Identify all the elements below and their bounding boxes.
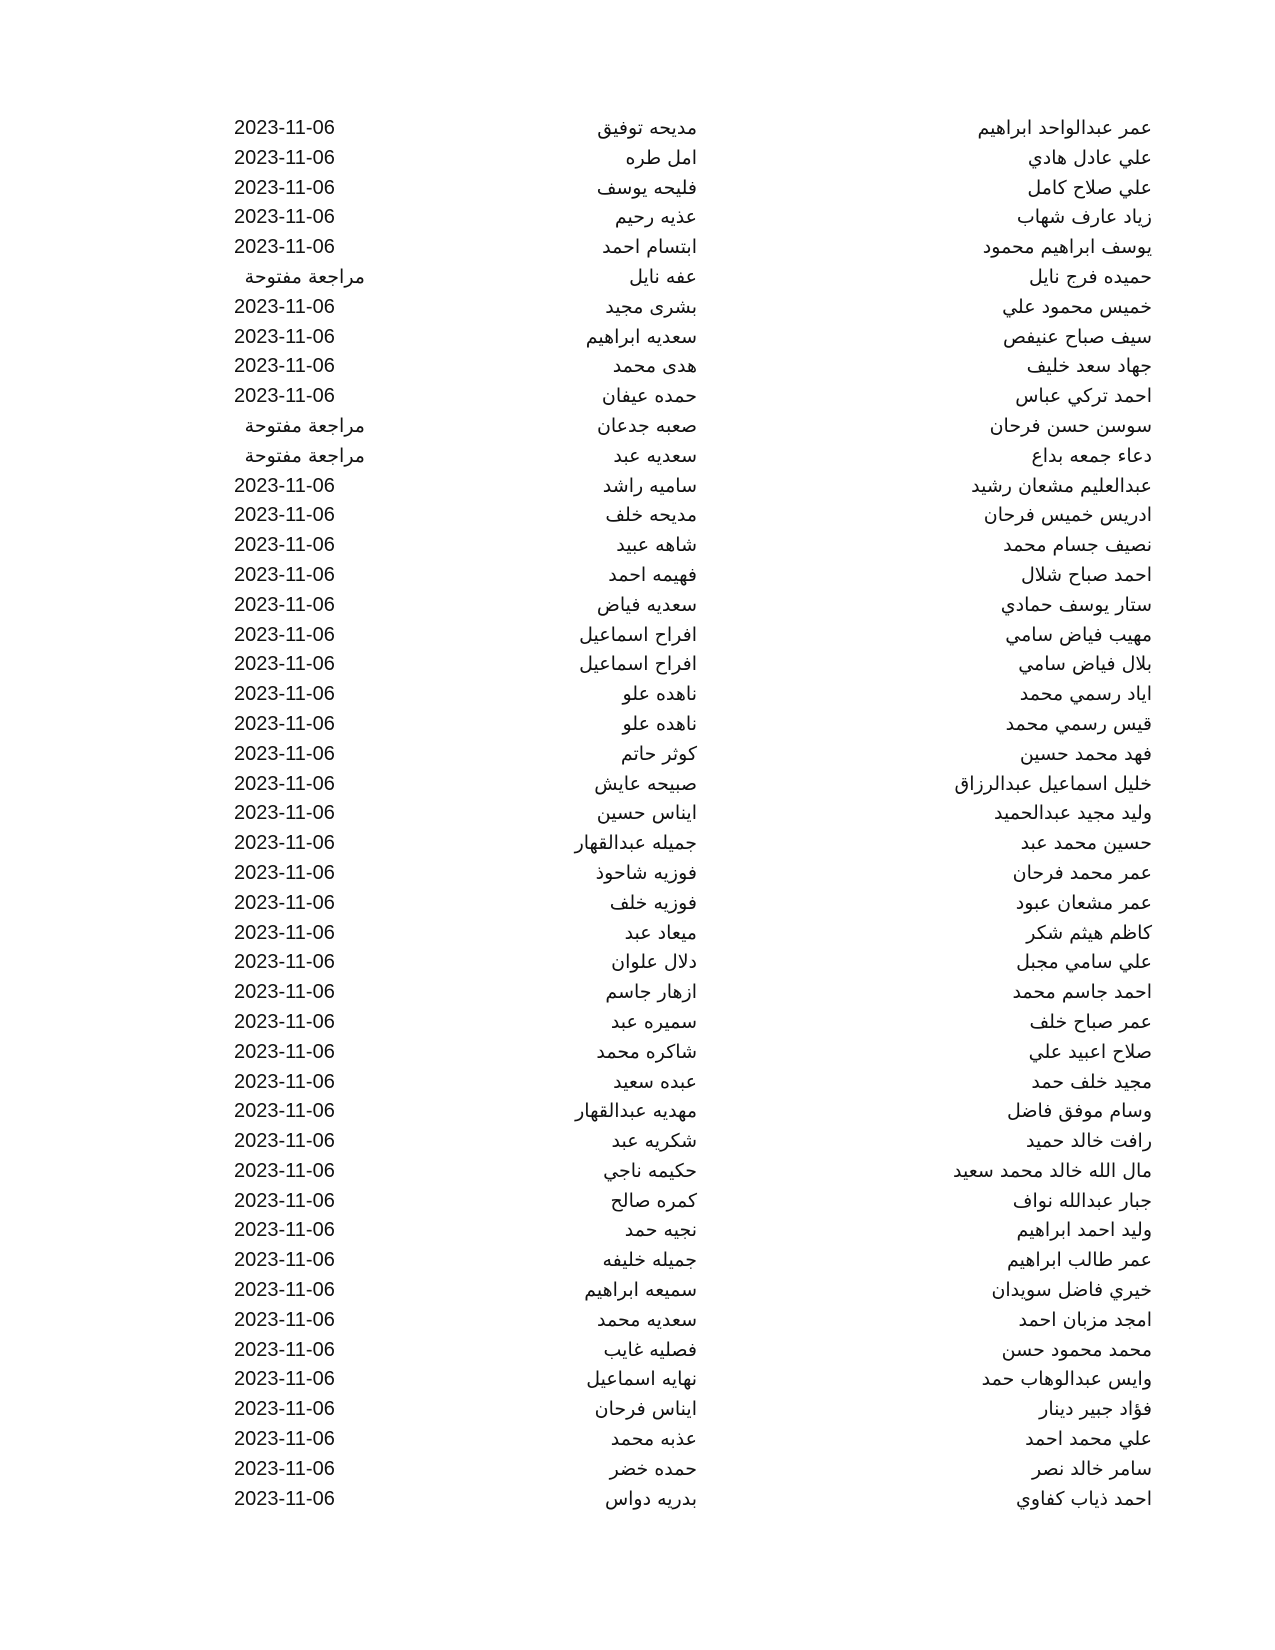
review-date: 2023-11-06 [234,146,335,169]
table-row [0,1068,1275,1098]
table-row [0,1336,1275,1366]
records-table [0,114,1275,1514]
table-row [0,382,1275,412]
review-date: 2023-11-06 [234,1338,335,1361]
mother-name: عفه نايل [629,265,697,288]
review-date: 2023-11-06 [234,1308,335,1331]
table-row [0,472,1275,502]
review-date: 2023-11-06 [234,563,335,586]
mother-name: سميعه ابراهيم [584,1279,697,1302]
table-row [0,203,1275,233]
person-name: رافت خالد حميد [1025,1130,1152,1153]
mother-name: فهيمه احمد [608,563,697,586]
person-name: وسام موفق فاضل [1006,1100,1152,1123]
mother-name: بشرى مجيد [605,295,697,318]
mother-name: فصليه غايب [603,1338,697,1361]
mother-name: عبده سعيد [613,1070,697,1093]
person-name: علي محمد احمد [1025,1428,1152,1451]
table-row [0,1097,1275,1127]
person-name: علي سامي مجبل [1016,951,1152,974]
mother-name: مديحه خلف [605,504,697,527]
person-name: علي عادل هادي [1027,146,1152,169]
person-name: جبار عبدالله نواف [1012,1189,1152,1212]
table-row [0,561,1275,591]
person-name: حميده فرج نايل [1028,265,1152,288]
mother-name: حمده خضر [609,1457,697,1480]
table-row [0,442,1275,472]
mother-name: سعديه محمد [597,1308,697,1331]
mother-name: صعبه جدعان [596,414,697,437]
mother-name: افراح اسماعيل [579,623,697,646]
review-date: 2023-11-06 [234,176,335,199]
mother-name: ابتسام احمد [602,236,697,259]
review-date: 2023-11-06 [234,1130,335,1153]
person-name: مال الله خالد محمد سعيد [953,1159,1152,1182]
review-date: 2023-11-06 [234,206,335,229]
mother-name: ميعاد عبد [624,921,697,944]
review-date: 2023-11-06 [234,802,335,825]
table-row [0,144,1275,174]
review-date: 2023-11-06 [234,1010,335,1033]
mother-name: مهديه عبدالقهار [575,1100,697,1123]
table-row [0,1246,1275,1276]
mother-name: ايناس حسين [596,802,697,825]
table-row [0,501,1275,531]
person-name: عمر مشعان عبود [1015,891,1152,914]
mother-name: ساميه راشد [602,474,697,497]
review-date: 2023-11-06 [234,1100,335,1123]
table-row [0,233,1275,263]
review-date: 2023-11-06 [234,1457,335,1480]
table-row [0,1485,1275,1515]
person-name: زياد عارف شهاب [1016,206,1152,229]
table-row [0,114,1275,144]
person-name: عمر طالب ابراهيم [1007,1249,1152,1272]
person-name: وايس عبدالوهاب حمد [981,1368,1152,1391]
table-row [0,412,1275,442]
review-date: 2023-11-06 [234,236,335,259]
mother-name: شاكره محمد [596,1040,697,1063]
review-date: 2023-11-06 [234,1428,335,1451]
person-name: جهاد سعد خليف [1026,355,1152,378]
review-date: 2023-11-06 [234,861,335,884]
person-name: عبدالعليم مشعان رشيد [971,474,1152,497]
person-name: ادريس خميس فرحان [983,504,1152,527]
review-date: 2023-11-06 [234,1487,335,1510]
mother-name: جميله خليفه [602,1249,697,1272]
table-row [0,323,1275,353]
person-name: عمر محمد فرحان [1012,861,1152,884]
mother-name: فوزيه شاحوذ [595,861,697,884]
table-row [0,1187,1275,1217]
mother-name: عذبه محمد [610,1428,697,1451]
person-name: حسين محمد عبد [1020,832,1152,855]
person-name: فهد محمد حسين [1019,742,1152,765]
table-row [0,1455,1275,1485]
person-name: احمد جاسم محمد [1012,981,1152,1004]
table-row [0,829,1275,859]
table-row [0,1395,1275,1425]
mother-name: ناهده علو [622,683,697,706]
review-date: 2023-11-06 [234,355,335,378]
review-date: 2023-11-06 [234,772,335,795]
review-date: 2023-11-06 [234,981,335,1004]
person-name: علي صلاح كامل [1027,176,1152,199]
mother-name: ناهده علو [622,712,697,735]
mother-name: دلال علوان [611,951,697,974]
person-name: يوسف ابراهيم محمود [982,236,1152,259]
table-row [0,650,1275,680]
person-name: سامر خالد نصر [1032,1457,1152,1480]
review-date: 2023-11-06 [234,742,335,765]
person-name: وليد احمد ابراهيم [1016,1219,1152,1242]
table-row [0,770,1275,800]
review-date: 2023-11-06 [234,1189,335,1212]
review-date: 2023-11-06 [234,593,335,616]
review-date: 2023-11-06 [234,712,335,735]
table-row [0,919,1275,949]
person-name: احمد صباح شلال [1020,563,1152,586]
mother-name: سعديه فياض [596,593,697,616]
table-row [0,710,1275,740]
table-row [0,1157,1275,1187]
table-row [0,1008,1275,1038]
mother-name: نجيه حمد [624,1219,697,1242]
review-date: 2023-11-06 [234,832,335,855]
person-name: خليل اسماعيل عبدالرزاق [954,772,1152,795]
mother-name: شاهه عبيد [616,534,697,557]
review-date: 2023-11-06 [234,1219,335,1242]
table-row [0,799,1275,829]
mother-name: شكريه عبد [611,1130,697,1153]
person-name: احمد تركي عباس [1015,385,1152,408]
person-name: مهيب فياض سامي [1005,623,1152,646]
table-row [0,531,1275,561]
person-name: عمر صباح خلف [1029,1010,1152,1033]
person-name: كاظم هيثم شكر [1026,921,1152,944]
mother-name: مديحه توفيق [597,117,697,139]
table-row [0,621,1275,651]
review-date: 2023-11-06 [234,117,335,139]
table-row [0,352,1275,382]
review-date: 2023-11-06 [234,653,335,676]
mother-name: حكيمه ناجي [603,1159,697,1182]
table-row [0,978,1275,1008]
table-row [0,1365,1275,1395]
review-date: 2023-11-06 [234,385,335,408]
table-row [0,1276,1275,1306]
table-row [0,680,1275,710]
mother-name: فليحه يوسف [596,176,697,199]
table-row [0,591,1275,621]
table-row [0,1038,1275,1068]
mother-name: صبيحه عايش [594,772,697,795]
person-name: خيري فاضل سويدان [991,1279,1152,1302]
mother-name: كوثر حاتم [620,742,697,765]
review-date: 2023-11-06 [234,891,335,914]
review-date: 2023-11-06 [234,623,335,646]
review-date: 2023-11-06 [234,1159,335,1182]
mother-name: سعديه عبد [613,444,697,467]
mother-name: سميره عبد [610,1010,697,1033]
mother-name: فوزيه خلف [609,891,697,914]
person-name: سوسن حسن فرحان [989,414,1152,437]
person-name: ستار يوسف حمادي [1000,593,1152,616]
person-name: احمد ذياب كفاوي [1016,1487,1152,1510]
table-row [0,740,1275,770]
review-date: 2023-11-06 [234,1249,335,1272]
table-row [0,263,1275,293]
mother-name: افراح اسماعيل [579,653,697,676]
mother-name: امل طره [625,146,697,169]
table-row [0,1306,1275,1336]
person-name: وليد مجيد عبدالحميد [994,802,1152,825]
table-row [0,293,1275,323]
table-row [0,948,1275,978]
person-name: مجيد خلف حمد [1031,1070,1152,1093]
review-date: 2023-11-06 [234,1279,335,1302]
review-date: 2023-11-06 [234,534,335,557]
table-row [0,889,1275,919]
review-date: 2023-11-06 [234,951,335,974]
open-review-label: مراجعة مفتوحة [244,414,365,437]
mother-name: ايناس فرحان [594,1398,697,1421]
person-name: قيس رسمي محمد [1005,712,1152,735]
person-name: نصيف جسام محمد [1003,534,1152,557]
person-name: امجد مزبان احمد [1018,1308,1152,1331]
mother-name: كمره صالح [610,1189,697,1212]
mother-name: نهايه اسماعيل [586,1368,697,1391]
person-name: اياد رسمي محمد [1019,683,1152,706]
review-date: 2023-11-06 [234,325,335,348]
table-row [0,859,1275,889]
review-date: 2023-11-06 [234,1368,335,1391]
mother-name: سعديه ابراهيم [585,325,697,348]
person-name: سيف صباح عنيفص [1002,325,1152,348]
mother-name: حمده عيفان [601,385,697,408]
person-name: صلاح اعبيد علي [1028,1040,1152,1063]
review-date: 2023-11-06 [234,295,335,318]
mother-name: جميله عبدالقهار [574,832,697,855]
person-name: فؤاد جبير دينار [1039,1398,1152,1421]
mother-name: هدى محمد [612,355,697,378]
review-date: 2023-11-06 [234,1070,335,1093]
review-date: 2023-11-06 [234,1398,335,1421]
person-name: عمر عبدالواحد ابراهيم [977,117,1152,139]
open-review-label: مراجعة مفتوحة [244,265,365,288]
table-row [0,1216,1275,1246]
review-date: 2023-11-06 [234,504,335,527]
person-name: محمد محمود حسن [1001,1338,1152,1361]
review-date: 2023-11-06 [234,474,335,497]
table-row [0,174,1275,204]
person-name: دعاء جمعه بداع [1031,444,1152,467]
review-date: 2023-11-06 [234,921,335,944]
person-name: خميس محمود علي [1002,295,1152,318]
mother-name: عذيه رحيم [614,206,697,229]
table-row [0,1127,1275,1157]
review-date: 2023-11-06 [234,683,335,706]
mother-name: ازهار جاسم [605,981,697,1004]
review-date: 2023-11-06 [234,1040,335,1063]
person-name: بلال فياض سامي [1018,653,1152,676]
open-review-label: مراجعة مفتوحة [244,444,365,467]
table-row [0,1425,1275,1455]
mother-name: بدريه دواس [604,1487,697,1510]
